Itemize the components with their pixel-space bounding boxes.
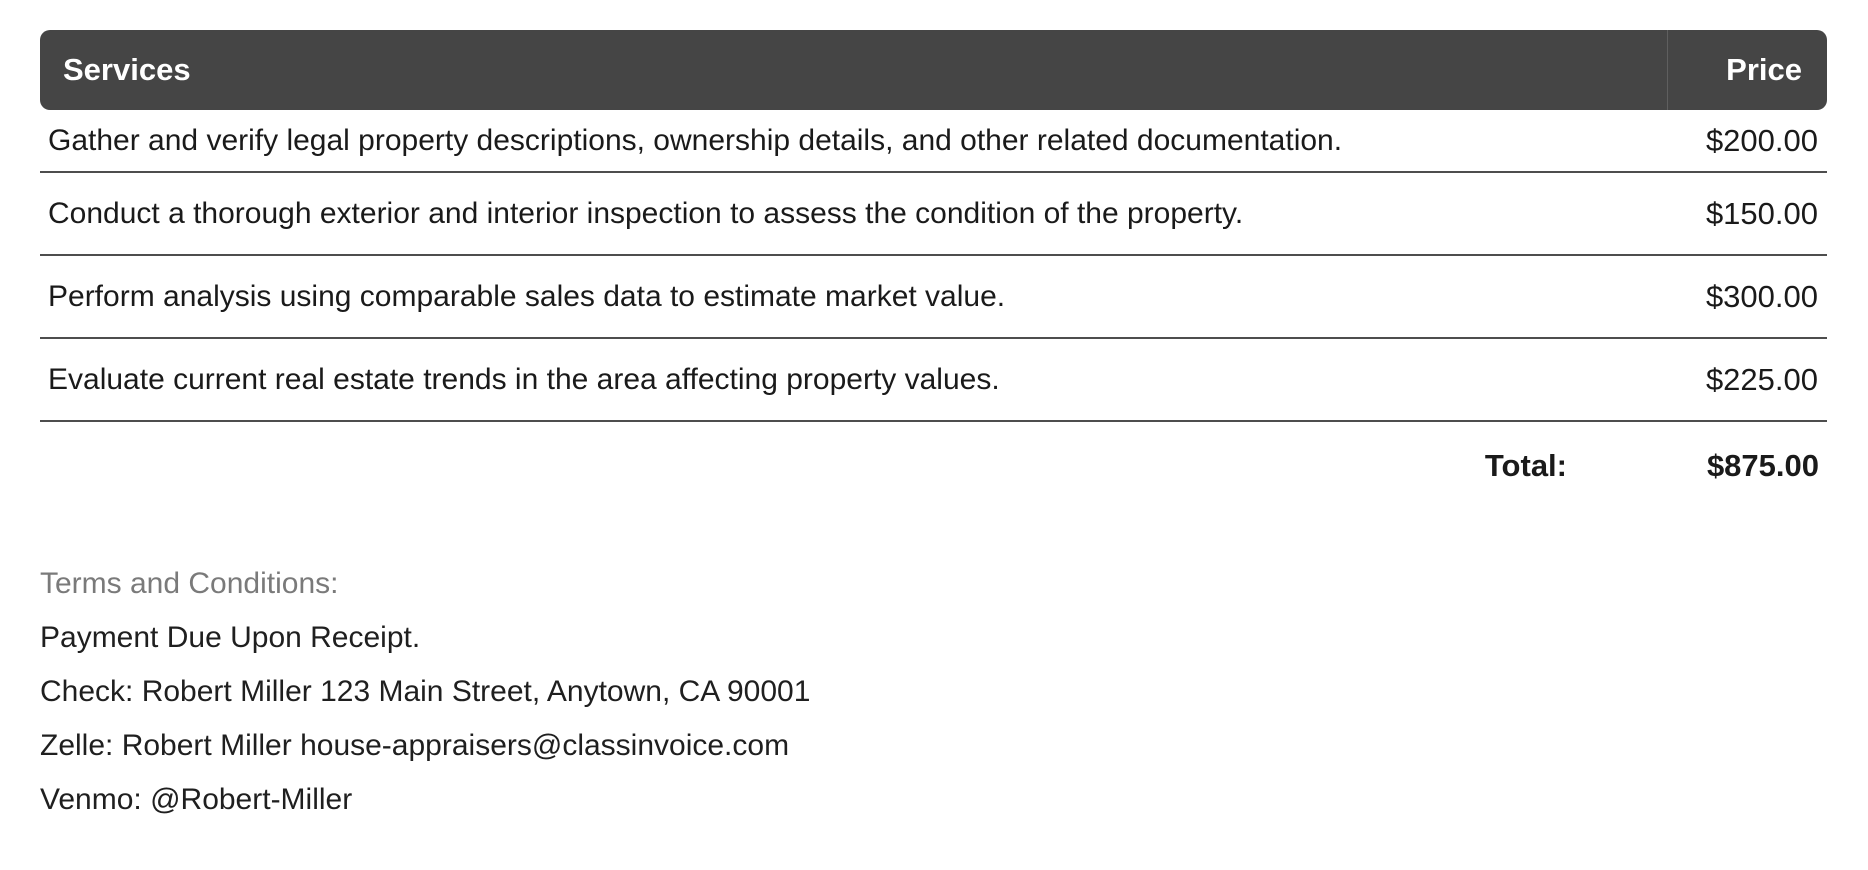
terms-line-zelle: Zelle: Robert Miller house-appraisers@classinvoice.com: [40, 729, 790, 762]
total-row: [40, 422, 1827, 510]
service-price: $200.00: [1667, 110, 1827, 173]
terms-section: [40, 566, 1827, 817]
service-description: Conduct a thorough exterior and interior inspection to assess the condition of the property.: [40, 173, 1667, 256]
total-value: $875.00: [1706, 448, 1819, 483]
service-price: $225.00: [1667, 339, 1827, 422]
service-price: $150.00: [1667, 173, 1827, 256]
services-table: [40, 30, 1827, 510]
service-description: Gather and verify legal property descriptions, ownership details, and other related documentation.: [40, 110, 1667, 173]
table-row: [40, 339, 1827, 422]
terms-heading: Terms and Conditions:: [40, 567, 339, 600]
service-description: Perform analysis using comparable sales data to estimate market value.: [40, 256, 1667, 339]
terms-line-payment: Payment Due Upon Receipt.: [40, 621, 421, 654]
terms-line-venmo: Venmo: @Robert-Miller: [40, 783, 353, 816]
table-row: [40, 110, 1827, 173]
service-price: $300.00: [1667, 256, 1827, 339]
table-row: [40, 256, 1827, 339]
table-header-row: [40, 30, 1827, 110]
table-row: [40, 173, 1827, 256]
terms-line-check: Check: Robert Miller 123 Main Street, Anytown, CA 90001: [40, 675, 811, 708]
total-label: Total:: [1484, 448, 1567, 483]
services-column-header: Services: [40, 30, 1667, 110]
price-column-header: Price: [1667, 30, 1827, 110]
service-description: Evaluate current real estate trends in the area affecting property values.: [40, 339, 1667, 422]
